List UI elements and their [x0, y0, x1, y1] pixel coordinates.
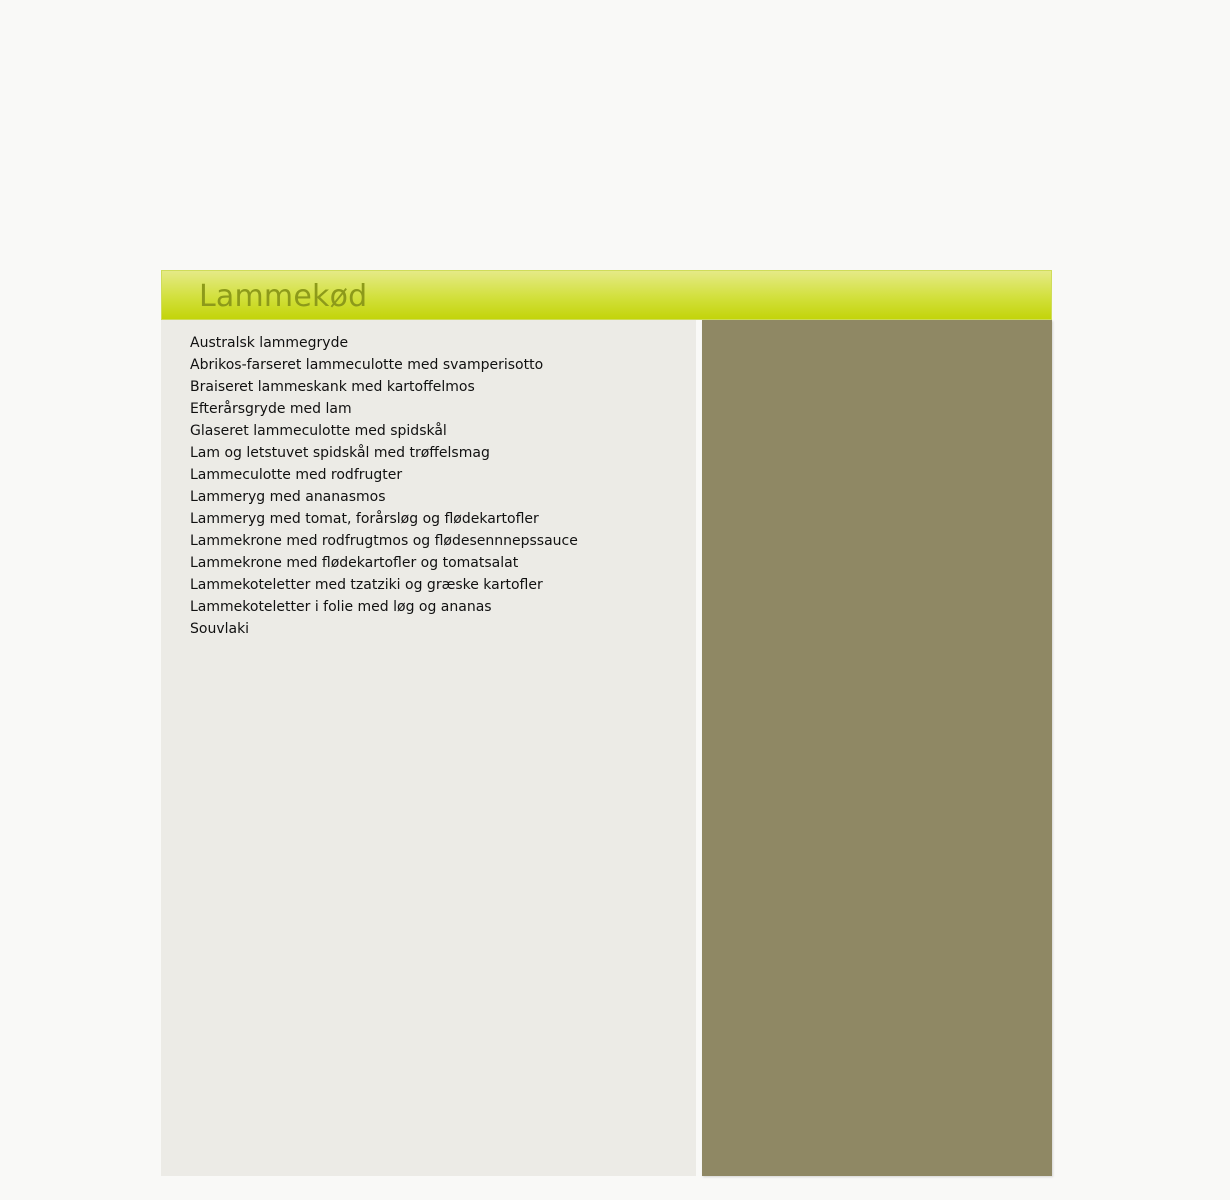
recipe-link[interactable]: Efterårsgryde med lam	[190, 401, 352, 417]
list-item	[190, 354, 578, 376]
list-item	[190, 376, 578, 398]
recipe-link[interactable]: Lam og letstuvet spidskål med trøffelsmag	[190, 445, 490, 461]
category-header	[161, 270, 1052, 320]
list-item	[190, 486, 578, 508]
recipe-link[interactable]: Lammekrone med rodfrugtmos og flødesennnepssauce	[190, 533, 578, 549]
list-item	[190, 420, 578, 442]
list-item	[190, 398, 578, 420]
list-item	[190, 552, 578, 574]
list-item	[190, 464, 578, 486]
list-item	[190, 618, 578, 640]
recipe-link[interactable]: Lammeryg med tomat, forårsløg og flødekartofler	[190, 511, 539, 527]
side-panel	[702, 320, 1052, 1176]
list-item	[190, 332, 578, 354]
list-item	[190, 442, 578, 464]
list-item	[190, 508, 578, 530]
recipe-link[interactable]: Braiseret lammeskank med kartoffelmos	[190, 379, 475, 395]
page-title: Lammekød	[199, 279, 368, 314]
recipe-link[interactable]: Lammekoteletter med tzatziki og græske kartofler	[190, 577, 543, 593]
recipe-link[interactable]: Lammeculotte med rodfrugter	[190, 467, 403, 483]
list-item	[190, 596, 578, 618]
recipe-link[interactable]: Glaseret lammeculotte med spidskål	[190, 423, 447, 439]
recipe-link[interactable]: Abrikos-farseret lammeculotte med svamperisotto	[190, 357, 544, 373]
list-item	[190, 574, 578, 596]
recipe-link[interactable]: Lammekrone med flødekartofler og tomatsalat	[190, 555, 519, 571]
recipe-link[interactable]: Lammeryg med ananasmos	[190, 489, 386, 505]
recipe-list	[190, 332, 578, 640]
recipe-list-panel	[161, 320, 696, 1176]
page-container	[161, 270, 1052, 1176]
recipe-link[interactable]: Souvlaki	[190, 621, 250, 637]
list-item	[190, 530, 578, 552]
recipe-link[interactable]: Australsk lammegryde	[190, 335, 349, 351]
recipe-link[interactable]: Lammekoteletter i folie med løg og ananas	[190, 599, 492, 615]
